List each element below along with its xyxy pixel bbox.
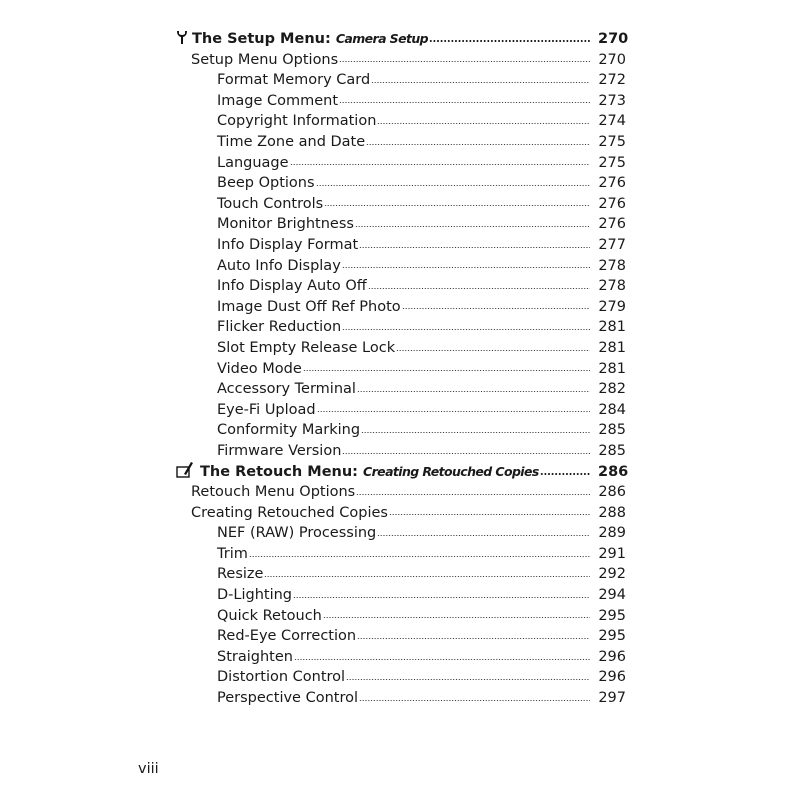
toc-entry[interactable] [176, 153, 626, 174]
entry-label: Creating Retouched Copies [191, 504, 388, 521]
entry-label: Setup Menu Options [191, 51, 339, 68]
page-ref: 291 [598, 545, 626, 562]
dot-leader [359, 688, 590, 702]
entry-label: Auto Info Display [217, 257, 341, 274]
dot-leader [377, 111, 590, 125]
toc-entry[interactable] [176, 667, 626, 688]
dot-leader [293, 585, 590, 599]
entry-label: Conformity Marking [217, 422, 361, 439]
toc-entry[interactable] [176, 585, 626, 606]
page-number: viii [138, 761, 159, 777]
page-ref: 279 [598, 298, 626, 315]
section-title-text: The Setup Menu: [192, 31, 336, 47]
dot-leader [342, 317, 590, 331]
page-ref: 270 [598, 31, 629, 47]
entry-label: Flicker Reduction [217, 319, 342, 336]
page-ref: 294 [598, 587, 626, 604]
entry-label: Copyright Information [217, 113, 377, 130]
page-ref: 286 [598, 484, 626, 501]
toc-entry[interactable] [176, 379, 626, 400]
entry-label: Red-Eye Correction [217, 628, 357, 645]
dot-leader [264, 564, 590, 578]
toc-entry[interactable] [176, 297, 626, 318]
entry-label: Resize [217, 566, 264, 583]
entry-label: Slot Empty Release Lock [217, 339, 396, 356]
entry-label: Beep Options [217, 175, 315, 192]
toc-entry[interactable] [176, 688, 626, 709]
toc-entry[interactable] [176, 173, 626, 194]
dot-leader [357, 379, 590, 393]
dot-leader [324, 194, 590, 208]
table-of-contents [176, 29, 629, 709]
entry-label: Perspective Control [217, 690, 358, 706]
toc-entry[interactable] [176, 564, 626, 585]
toc-entry[interactable] [176, 235, 626, 256]
toc-entry[interactable] [176, 400, 626, 421]
dot-leader [359, 235, 590, 249]
page-ref: 286 [598, 464, 629, 481]
entry-label: Touch Controls [217, 195, 324, 212]
page-ref: 278 [598, 278, 626, 295]
entry-label: Language [217, 154, 289, 171]
page-ref: 295 [598, 607, 626, 624]
toc-entry[interactable] [176, 317, 626, 338]
dot-leader [317, 400, 590, 414]
dot-leader [355, 214, 590, 228]
section-subtitle: Camera Setup [335, 31, 428, 46]
toc-section-heading[interactable] [176, 29, 629, 50]
dot-leader [357, 626, 590, 640]
entry-label: Retouch Menu Options [191, 484, 356, 501]
toc-entry[interactable] [176, 523, 626, 544]
section-title-text: The Retouch Menu: [200, 464, 364, 481]
page-ref: 284 [598, 401, 626, 418]
dot-leader [361, 420, 590, 434]
toc-entry[interactable] [176, 70, 626, 91]
entry-label: Video Mode [217, 360, 302, 377]
toc-entry[interactable] [176, 503, 626, 524]
toc-entry[interactable] [176, 441, 626, 462]
dot-leader [323, 606, 590, 620]
dot-leader [368, 276, 590, 290]
entry-label: Monitor Brightness [217, 216, 354, 233]
page-ref: 288 [598, 504, 626, 521]
dot-leader [339, 91, 590, 105]
page-ref: 285 [598, 422, 626, 439]
toc-entry[interactable] [176, 276, 626, 297]
dot-leader [540, 462, 590, 476]
page-ref: 281 [598, 339, 626, 356]
toc-entry[interactable] [176, 482, 626, 503]
dot-leader [339, 50, 590, 64]
dot-leader [396, 338, 590, 352]
dot-leader [371, 70, 590, 84]
toc-entry[interactable] [176, 194, 626, 215]
dot-leader [342, 441, 590, 455]
toc-entry[interactable] [176, 214, 626, 235]
page-ref: 296 [598, 669, 626, 686]
page-ref: 278 [598, 257, 626, 274]
entry-label: Quick Retouch [217, 607, 322, 624]
entry-label: Firmware Version [217, 442, 342, 459]
dot-leader [346, 667, 590, 681]
wrench-icon [176, 30, 188, 52]
page-ref: 276 [598, 195, 626, 212]
page-ref: 285 [598, 442, 626, 459]
entry-label: Eye-Fi Upload [217, 401, 316, 418]
dot-leader [377, 523, 590, 537]
toc-section-heading[interactable] [176, 461, 629, 482]
entry-label: D-Lighting [217, 587, 293, 604]
dot-leader [402, 297, 590, 311]
page-ref: 281 [598, 360, 626, 377]
dot-leader [249, 544, 590, 558]
section-title [176, 29, 428, 52]
toc-entry[interactable] [176, 111, 626, 132]
page-ref: 270 [598, 51, 626, 68]
dot-leader [366, 132, 590, 146]
dot-leader [356, 482, 590, 496]
toc-entry[interactable] [176, 91, 626, 112]
entry-label: Info Display Format [217, 236, 359, 253]
dot-leader [316, 173, 590, 187]
page-ref: 295 [598, 628, 626, 645]
toc-entry[interactable] [176, 647, 626, 668]
toc-entry[interactable] [176, 626, 626, 647]
page-ref: 296 [598, 648, 626, 665]
page-ref: 277 [598, 236, 626, 253]
dot-leader [290, 153, 590, 167]
dot-leader [303, 359, 590, 373]
page-ref: 276 [598, 175, 626, 192]
dot-leader [342, 256, 590, 270]
dot-leader [429, 29, 590, 43]
entry-label: Info Display Auto Off [217, 278, 367, 295]
page-ref: 282 [598, 381, 626, 398]
page-ref: 289 [598, 525, 626, 542]
page-ref: 275 [598, 154, 626, 171]
entry-label: Format Memory Card [217, 72, 371, 89]
page-ref: 281 [598, 319, 626, 336]
toc-entry[interactable] [176, 420, 626, 441]
entry-label: Image Comment [217, 92, 339, 109]
toc-entry[interactable] [176, 544, 626, 565]
toc-entry[interactable] [176, 256, 626, 277]
entry-label: Straighten [217, 648, 293, 665]
page-ref: 275 [598, 133, 626, 150]
toc-entry[interactable] [176, 338, 626, 359]
entry-label: Accessory Terminal [217, 381, 356, 398]
dot-leader [294, 647, 590, 661]
entry-label: NEF (RAW) Processing [217, 525, 377, 542]
page-ref: 272 [598, 72, 626, 89]
dot-leader [389, 503, 590, 517]
page-ref: 273 [598, 92, 626, 109]
page-ref: 292 [598, 566, 626, 583]
entry-label: Distortion Control [217, 669, 346, 686]
entry-label: Time Zone and Date [217, 133, 366, 150]
entry-label: Image Dust Off Ref Photo [217, 298, 401, 315]
page-ref: 297 [598, 690, 626, 706]
section-subtitle: Creating Retouched Copies [363, 464, 539, 480]
entry-label: Trim [217, 545, 248, 562]
page-ref: 274 [598, 113, 626, 130]
toc-entry[interactable] [176, 606, 626, 627]
toc-entry[interactable] [176, 359, 626, 380]
page-ref: 276 [598, 216, 626, 233]
toc-entry[interactable] [176, 132, 626, 153]
toc-entry[interactable] [176, 50, 626, 71]
